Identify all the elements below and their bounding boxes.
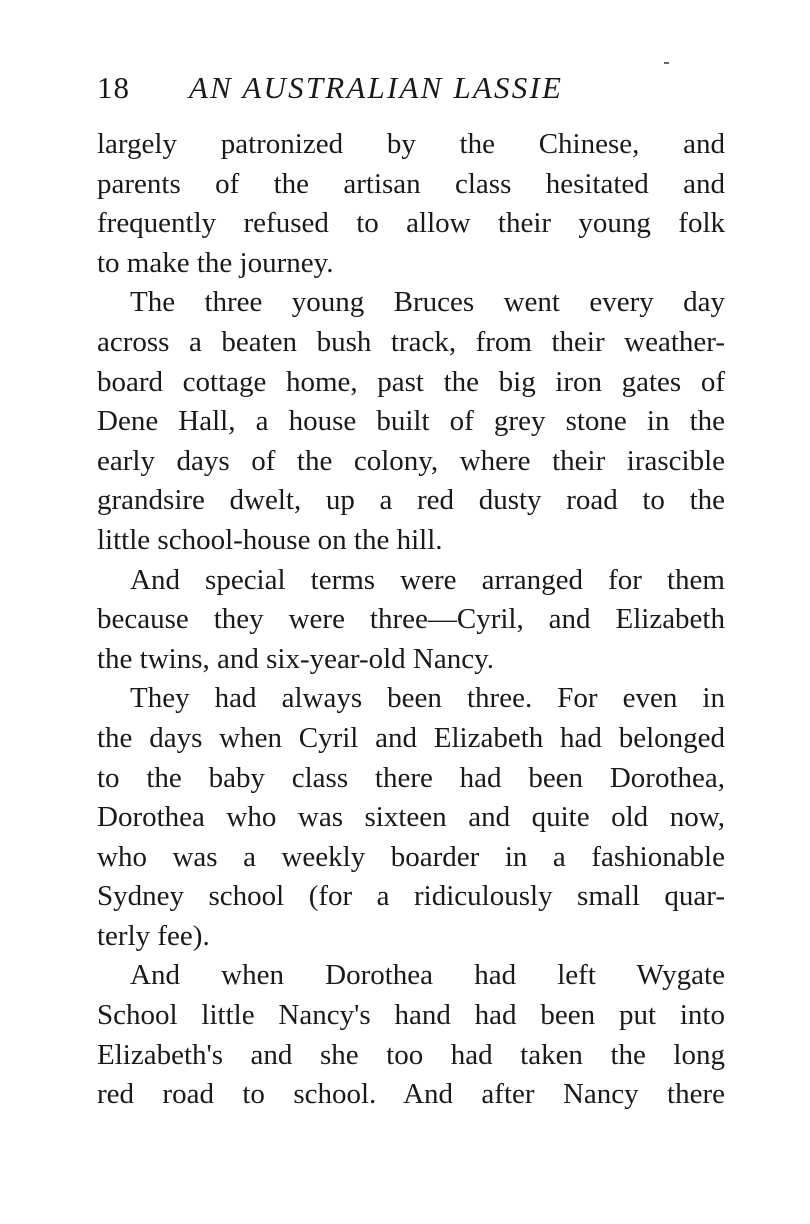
paragraph [97,679,725,956]
text-line: And special terms were arranged for them [130,563,725,596]
text-line: because they were three—Cyril, and Elizabeth [97,603,725,636]
text-line: board cottage home, past the big iron gates of [97,365,725,398]
text-line: the days when Cyril and Elizabeth had belonged [97,721,725,754]
text-line: across a beaten bush track, from their weather- [97,325,725,358]
text-line: terly fee). [97,919,210,952]
text-line: grandsire dwelt, up a red dusty road to the [97,484,725,517]
text-line: Elizabeth's and she too had taken the long [97,1038,725,1071]
text-line: The three young Bruces went every day [130,286,725,319]
text-line: frequently refused to allow their young folk [97,207,725,240]
text-line: early days of the colony, where their irascible [97,444,725,477]
text-line: parents of the artisan class hesitated and [97,167,725,200]
text-line: Dorothea who was sixteen and quite old now, [97,801,725,834]
text-line: They had always been three. For even in [130,682,725,715]
ink-speck [664,62,669,64]
text-line: Dene Hall, a house built of grey stone in the [97,405,725,438]
text-line: to the baby class there had been Dorothea, [97,761,725,794]
text-line: red road to school. And after Nancy there [97,1078,725,1111]
running-head [97,66,657,110]
text-line: who was a weekly boarder in a fashionable [97,840,725,873]
book-title: AN AUSTRALIAN LASSIE [189,70,564,105]
paragraph [97,125,725,283]
body-text [97,125,725,1115]
text-line: little school-house on the hill. [97,523,443,556]
text-line: the twins, and six-year-old Nancy. [97,642,494,675]
text-line: largely patronized by the Chinese, and [97,128,725,160]
text-line: And when Dorothea had left Wygate [130,959,725,992]
text-line: to make the journey. [97,246,334,279]
text-line: School little Nancy's hand had been put into [97,999,725,1032]
text-line: Sydney school (for a ridiculously small quar- [97,880,725,913]
paragraph [97,956,725,1114]
page-number: 18 [97,70,130,105]
paragraph [97,283,725,560]
paragraph [97,561,725,680]
